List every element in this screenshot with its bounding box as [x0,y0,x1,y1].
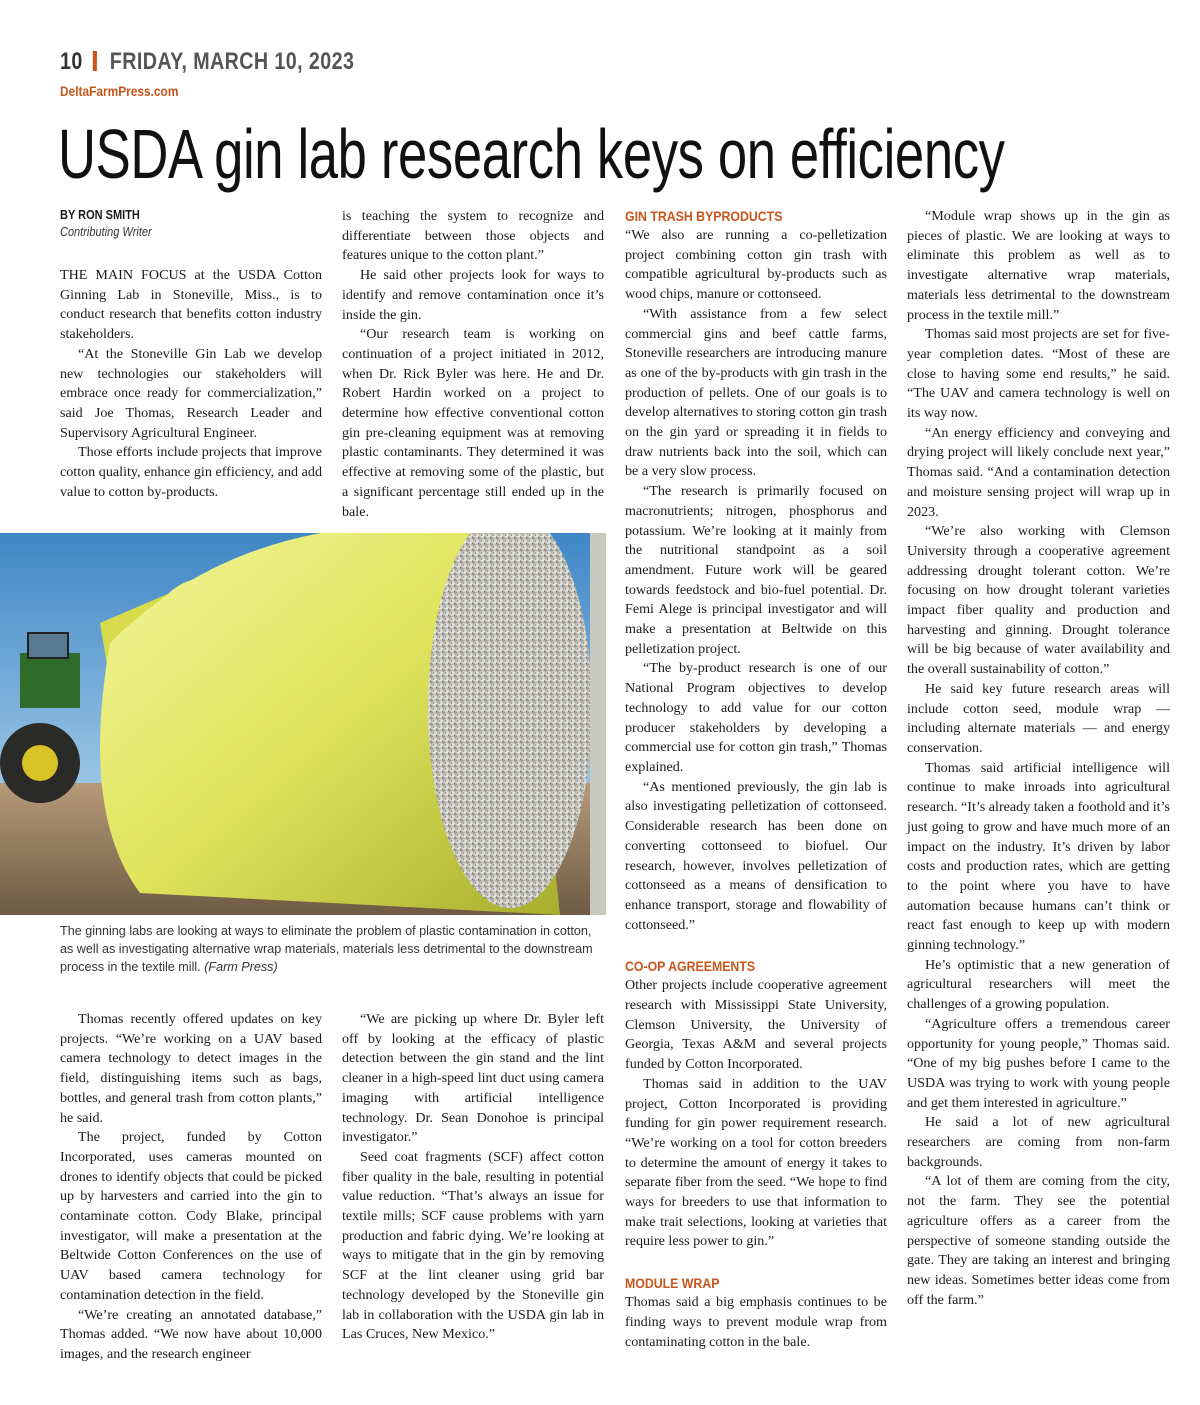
byline-author: BY RON SMITH [60,208,140,222]
column-2-bottom [342,1010,604,1345]
byline [60,207,322,241]
paragraph: He said other projects look for ways to identify and remove contamination once it’s inside the gin. [342,267,604,323]
paragraph: “The research is primarily focused on macronutrients; nitrogen, phosphorus and potassium. We’re looking at it mainly from the nutritional standpoint as a soil amendment. Future work will be geared towards feedstock and bio-fuel potential. Dr. Femi Alege is principal investigator and will make a presentation at Beltwide on this pelletization project. [625,483,887,657]
paragraph: “Agriculture offers a tremendous career opportunity for young people,” Thomas said. “One of my big pushes before I came to the USDA was trying to work with young people and get them interested in agriculture.” [907,1015,1170,1111]
paragraph: “A lot of them are coming from the city, not the farm. They see the potential agriculture offers as a career from the perspective of someone standing outside the gate. They are taking an interest and bringing new ideas. Sometimes better ideas come from off the farm.” [907,1173,1170,1308]
paragraph: Seed coat fragments (SCF) affect cotton fiber quality in the bale, resulting in potential value reduction. “That’s always an issue for textile mills; SCF cause problems with yarn production and fabric dying. We’re looking at ways to mitigate that in the gin by removing SCF at the lint cleaner using grid bar technology developed by the Stoneville gin lab in collaboration with the USDA gin lab in Las Cruces, New Mexico.” [342,1148,604,1343]
column-4 [907,207,1170,1310]
spacer [625,1252,887,1274]
paragraph: “The by-product research is one of our National Program objectives to develop technology to add value for our cotton producer stakeholders by developing a commercial use for cotton gin trash,” Thomas explained. [625,660,887,775]
headline: USDA gin lab research keys on efficiency [58,115,1005,193]
paragraph: Thomas said most projects are set for five-year completion dates. “Most of these are close to having some end results,” he said. “The UAV and camera technology is well on its way now. [907,326,1170,422]
paragraph: “Module wrap shows up in the gin as pieces of plastic. We are looking at ways to eliminate this problem as well as to investigate alternative wrap materials, materials less detrimental to the downstream process in the textile mill.” [907,208,1170,323]
paragraph: THE MAIN FOCUS at the USDA Cotton Ginning Lab in Stoneville, Miss., is to conduct research that benefits cotton industry stakeholders. [60,267,322,343]
paragraph: He’s optimistic that a new generation of agricultural researchers will meet the challenges of a growing population. [907,956,1170,1013]
paragraph: “Our research team is working on continuation of a project initiated in 2012, when Dr. Rick Byler was here. He and Dr. Robert Hardin worked on a project to determine how effective conventional cotton gin pre-cleaning equipment was at removing plastic contaminants. They determined it was effective at removing some of the plastic, but a significant percentage still ended up in the bale. [342,326,604,520]
paragraph: He said key future research areas will include cotton seed, module wrap — including alternate materials — and energy conservation. [907,680,1170,756]
paragraph: is teaching the system to recognize and differentiate between those objects and features unique to the cotton plant.” [342,208,604,264]
folio [60,48,354,76]
paragraph: Thomas said a big emphasis continues to be finding ways to prevent module wrap from contaminating cotton in the bale. [625,1294,887,1350]
paragraph: “With assistance from a few select commercial gins and beef cattle farms, Stoneville researchers are introducing manure as one of the by-products with gin trash in the production of pellets. One of our goals is to develop alternatives to storing cotton gin trash on the gin yard or spreading it in fields to draw nutrients back into the soil, which can be a very slow process. [625,305,887,480]
paragraph: “As mentioned previously, the gin lab is also investigating pelletization of cottonseed. Considerable research has been done on converting cottonseed to biofuel. Our research, however, involves pelletization of cottonseed as a means of densification to enhance transport, storage and flowability of cottonseed.” [625,778,887,933]
paragraph: “At the Stoneville Gin Lab we develop new technologies our stakeholders will embrace once ready for commercialization,” said Joe Thomas, Research Leader and Supervisory Agricultural Engineer. [60,345,322,441]
subhead-module-wrap: MODULE WRAP [625,1275,720,1292]
column-1-top [60,266,322,502]
column-3 [625,207,887,1352]
paragraph: Those efforts include projects that improve cotton quality, enhance gin efficiency, and add value to cotton by-products. [60,444,322,500]
column-1-bottom [60,1010,322,1365]
byline-role: Contributing Writer [60,225,152,239]
subhead-co-op: CO-OP AGREEMENTS [625,958,756,975]
column-2-top [342,207,604,522]
paragraph: Thomas recently offered updates on key projects. “We’re working on a UAV based camera technology to detect images in the field, distinguishing items such as bags, bottles, and general trash from cotton plants,” he said. [60,1011,322,1126]
paragraph: “We are picking up where Dr. Byler left off by looking at the efficacy of plastic detection between the gin stand and the lint cleaner in a high-speed lint duct using camera imaging with artificial intelligence technology. Dr. Sean Donohoe is principal investigator.” [342,1011,604,1146]
issue-date: FRIDAY, MARCH 10, 2023 [109,48,355,75]
paragraph: “We’re creating an annotated database,” Thomas added. “We now have about 10,000 images, and the research engineer [60,1306,322,1362]
paragraph: “We also are running a co-pelletization project combining cotton gin trash with compatible agricultural by-products such as wood chips, manure or cottonseed. [625,227,887,303]
subhead-gin-trash: GIN TRASH BYPRODUCTS [625,208,783,224]
photo-caption [60,922,605,976]
site-name[interactable]: DeltaFarmPress.com [60,83,179,99]
page-number: 10 [60,48,83,75]
cotton-module-photo [0,533,606,915]
caption-text: The ginning labs are looking at ways to eliminate the problem of plastic contamination in cotton, as well as investigating alternative wrap materials, materials less detrimental to the downstream process in the textile mill. [60,924,593,974]
article-photo [0,533,606,915]
photo-credit: (Farm Press) [204,960,278,974]
paragraph: The project, funded by Cotton Incorporated, uses cameras mounted on drones to identify objects that could be picked up by harvesters and carried into the gin to contaminate cotton. Cody Blake, principal investigator, will make a presentation at the Beltwide Cotton Conferences on the use of UAV based camera technology for contamination detection in the field. [60,1129,322,1303]
paragraph: Other projects include cooperative agreement research with Mississippi State University, Clemson University, the University of Georgia, Texas A&M and several projects funded by Cotton Incorporated. [625,977,887,1073]
paragraph: He said a lot of new agricultural researchers are coming from non-farm backgrounds. [907,1114,1170,1170]
folio-divider [93,51,97,71]
paragraph: “An energy efficiency and conveying and drying project will likely conclude next year,” Thomas said. “And a contamination detection and moisture sensing project will wrap up in 2023. [907,424,1170,520]
paragraph: Thomas said artificial intelligence will continue to make inroads into agricultural research. “It’s already taken a foothold and it’s just going to grow and have much more of an impact on the industry. It’s driven by labor costs and production rates, which are getting to the point where you have to have automation because humans can’t think or react fast enough to keep up with modern ginning technology.” [907,759,1170,954]
paragraph: Thomas said in addition to the UAV project, Cotton Incorporated is providing funding for gin power requirement research. “We’re working on a tool for cotton breeders to determine the amount of energy it takes to separate fiber from the seed. “We hope to find ways for breeders to use that information to make trait selections, looking at varieties that require less power to gin.” [625,1075,887,1250]
spacer [625,935,887,957]
paragraph: “We’re also working with Clemson University through a cooperative agreement addressing drought tolerant cotton. We’re focusing on how drought tolerant varieties impact fiber quality and production and harvesting and ginning. Drought tolerance will be big because of water availability and the overall sustainability of cotton.” [907,523,1170,678]
